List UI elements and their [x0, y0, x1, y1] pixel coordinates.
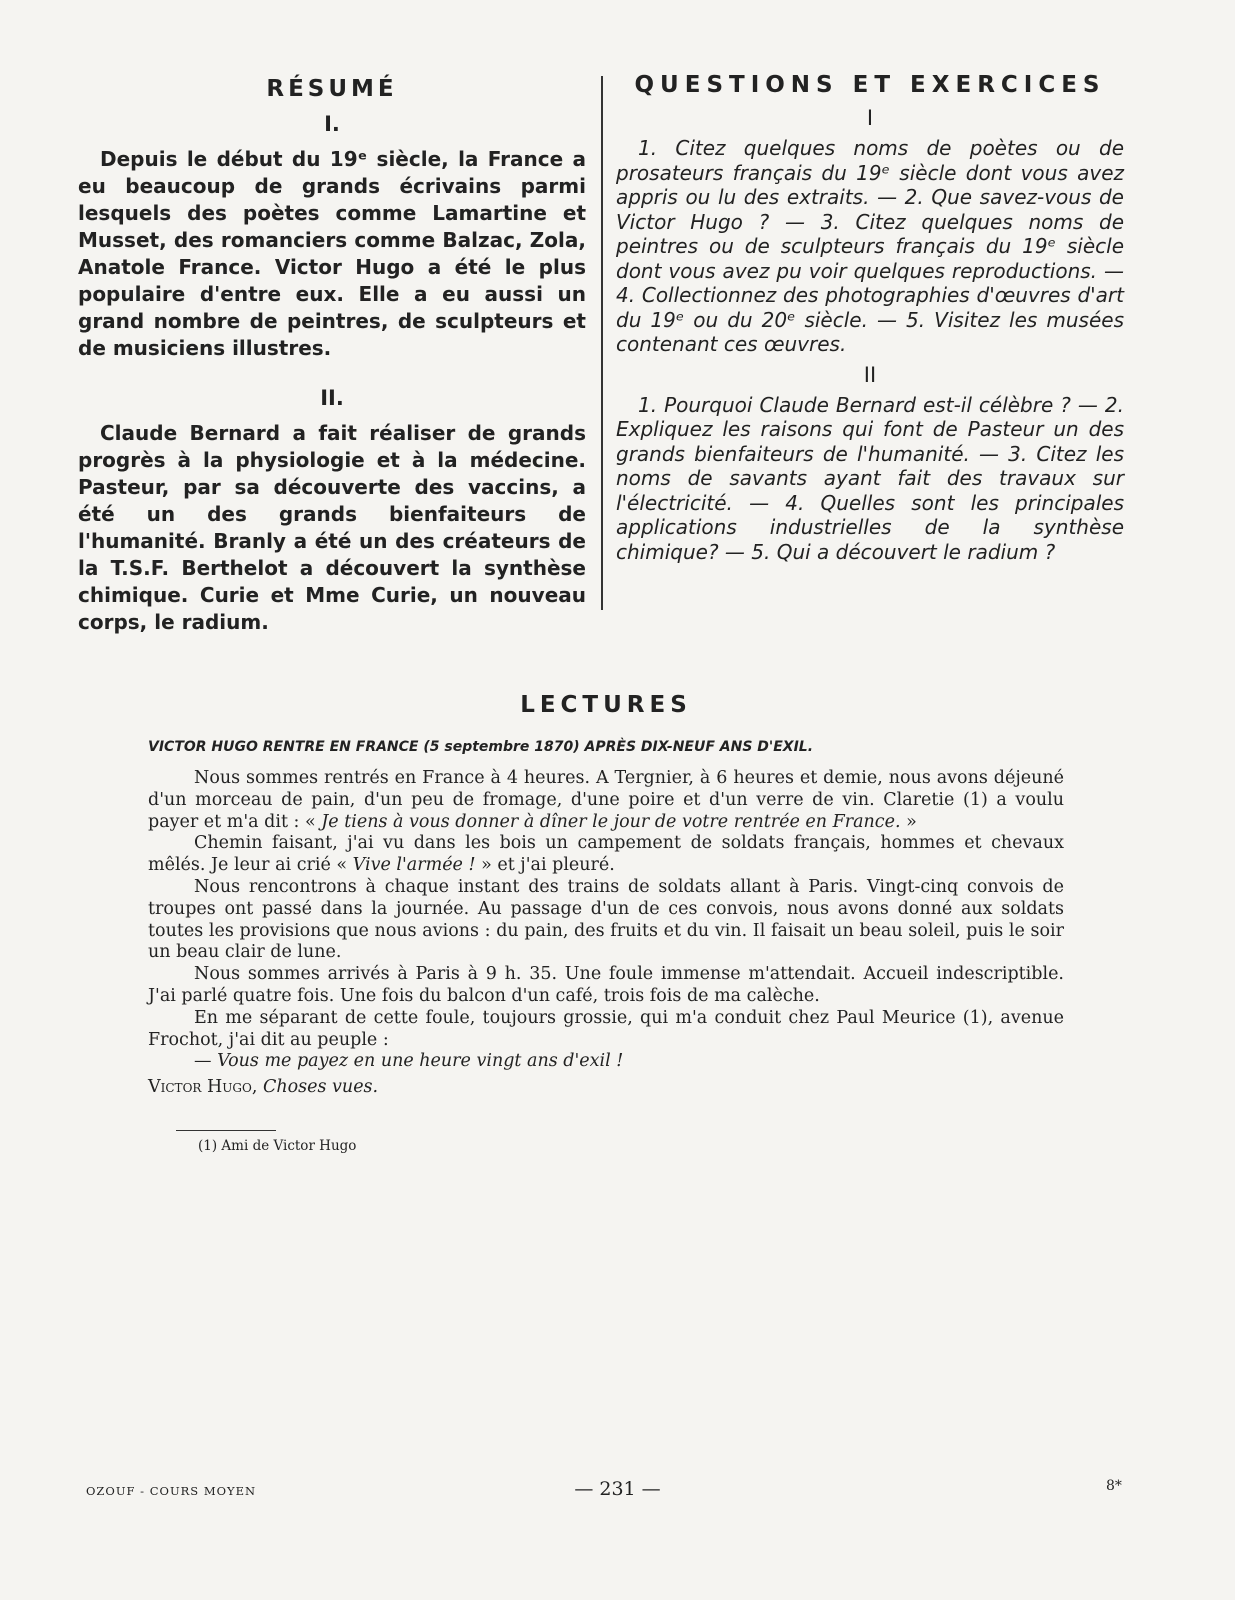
reading-paragraph-5: En me séparant de cette foule, toujours grossie, qui m'a conduit chez Paul Meurice (1), avenue Frochot, j'ai dit au peuple : — [148, 1007, 1064, 1050]
footnote: (1) Ami de Victor Hugo — [198, 1138, 357, 1154]
lectures-body — [148, 768, 1064, 1099]
footnote-rule — [176, 1130, 276, 1131]
signature-work: Choses vues. — [262, 1077, 379, 1098]
lectures-section — [148, 690, 1064, 1099]
reading-paragraph-3: Nous rencontrons à chaque instant des trains de soldats allant à Paris. Vingt-cinq convois de troupes ont passé dans la journée. Au passage d'un de ces convois, nous avons donné aux soldats toutes les provisions que nous avions : du pain, des fruits et du vin. Il faisait un beau soleil, puis le soir un beau clair de lune. — [148, 876, 1064, 963]
reading-paragraph-2 — [148, 833, 1064, 877]
reading-p2-close: » et j'ai pleuré. — [475, 855, 615, 876]
lectures-subtitle-date: 5 septembre 1870 — [429, 739, 574, 755]
resume-title: RÉSUMÉ — [266, 76, 398, 102]
resume-column — [78, 74, 586, 636]
resume-part1-text: Depuis le début du 19ᵉ siècle, la France a eu beaucoup de grands écrivains parmi lesquels des poètes comme Lamartine et Musset, des romanciers comme Balzac, Zola, Anatole France. Victor Hugo a été le plus populaire d'entre eux. Elle a eu aussi un grand nombre de peintres, de sculpteurs et de musiciens illustres. — [78, 147, 586, 360]
reading-p2-text: Chemin faisant, j'ai vu dans les bois un campement de soldats français, hommes et chevaux mêlés. Je leur ai crié « — [148, 833, 1064, 876]
reading-p2-quote: Vive l'armée ! — [352, 855, 476, 876]
questions-column — [616, 70, 1124, 564]
reading-paragraph-6 — [148, 1051, 1064, 1073]
footer-publisher: OZOUF - COURS MOYEN — [86, 1484, 257, 1498]
lectures-title: LECTURES — [520, 692, 692, 718]
lectures-subtitle-a: VICTOR HUGO RENTRE EN FRANCE ( — [148, 739, 430, 755]
reading-paragraph-4: Nous sommes arrivés à Paris à 9 h. 35. Une foule immense m'attendait. Accueil indescriptible. J'ai parlé quatre fois. Une fois du balcon d'un café, trois fois de ma calèche. — [148, 964, 1064, 1006]
lectures-subtitle-b: ) APRÈS DIX-NEUF ANS D'EXIL. — [573, 739, 814, 755]
reading-paragraph-1 — [148, 768, 1064, 833]
signature-separator: , — [251, 1077, 263, 1098]
reading-signature — [148, 1077, 1044, 1099]
questions-part1-label: I — [866, 106, 874, 130]
questions-part2-label: II — [863, 362, 877, 387]
questions-part1-text: 1. Citez quelques noms de poètes ou de prosateurs français du 19ᵉ siècle dont vous avez appris ou lu des extraits. — 2. Que savez-vous de Victor Hugo ? — 3. Citez quelques noms de peintres ou de sculpteurs français du 19ᵉ siècle dont vous avez pu voir quelques reproductions. — 4. Collectionnez des photographies d'œuvres d'art du 19ᵉ ou du 20ᵉ siècle. — 5. Visitez les musées contenant ces œuvres. — [616, 136, 1124, 356]
signature-mark: 8* — [1106, 1478, 1122, 1494]
resume-part1-label: I. — [324, 112, 340, 136]
reading-p6-quote: Vous me payez en une heure vingt ans d'exil ! — [217, 1051, 624, 1072]
column-divider — [601, 76, 603, 610]
page-number: — 231 — — [574, 1478, 661, 1500]
lectures-subtitle — [148, 738, 1064, 756]
resume-part2-text: Claude Bernard a fait réaliser de grands progrès à la physiologie et à la médecine. Pasteur, par sa découverte des vaccins, a été un des grands bienfaiteurs de l'humanité. Branly a été un des créateurs de la T.S.F. Berthelot a découvert la synthèse chimique. Curie et Mme Curie, un nouveau corps, le radium. — [78, 421, 586, 634]
reading-p6-dash: — — [194, 1051, 218, 1072]
questions-part2-text: 1. Pourquoi Claude Bernard est-il célèbre ? — 2. Expliquez les raisons qui font de Pasteur un des grands bienfaiteurs de l'humanité. — 3. Citez les noms de savants ayant fait des travaux sur l'électricité. — 4. Quelles sont les principales applications industrielles de la synthèse chimique? — 5. Qui a découvert le radium ? — [616, 392, 1124, 564]
reading-p1-text: Nous sommes rentrés en France à 4 heures. A Tergnier, à 6 heures et demie, nous avons déjeuné d'un morceau de pain, d'un peu de fromage, d'une poire et d'un verre de vin. Claretie (1) a voulu payer et m'a dit : « — [148, 768, 1064, 832]
signature-author: Victor Hugo — [148, 1077, 252, 1098]
resume-part2-label: II. — [320, 386, 344, 410]
reading-p1-close: » — [900, 811, 917, 832]
reading-p1-quote: Je tiens à vous donner à dîner le jour de votre rentrée en France. — [321, 811, 901, 832]
questions-title: QUESTIONS ET EXERCICES — [634, 72, 1106, 98]
